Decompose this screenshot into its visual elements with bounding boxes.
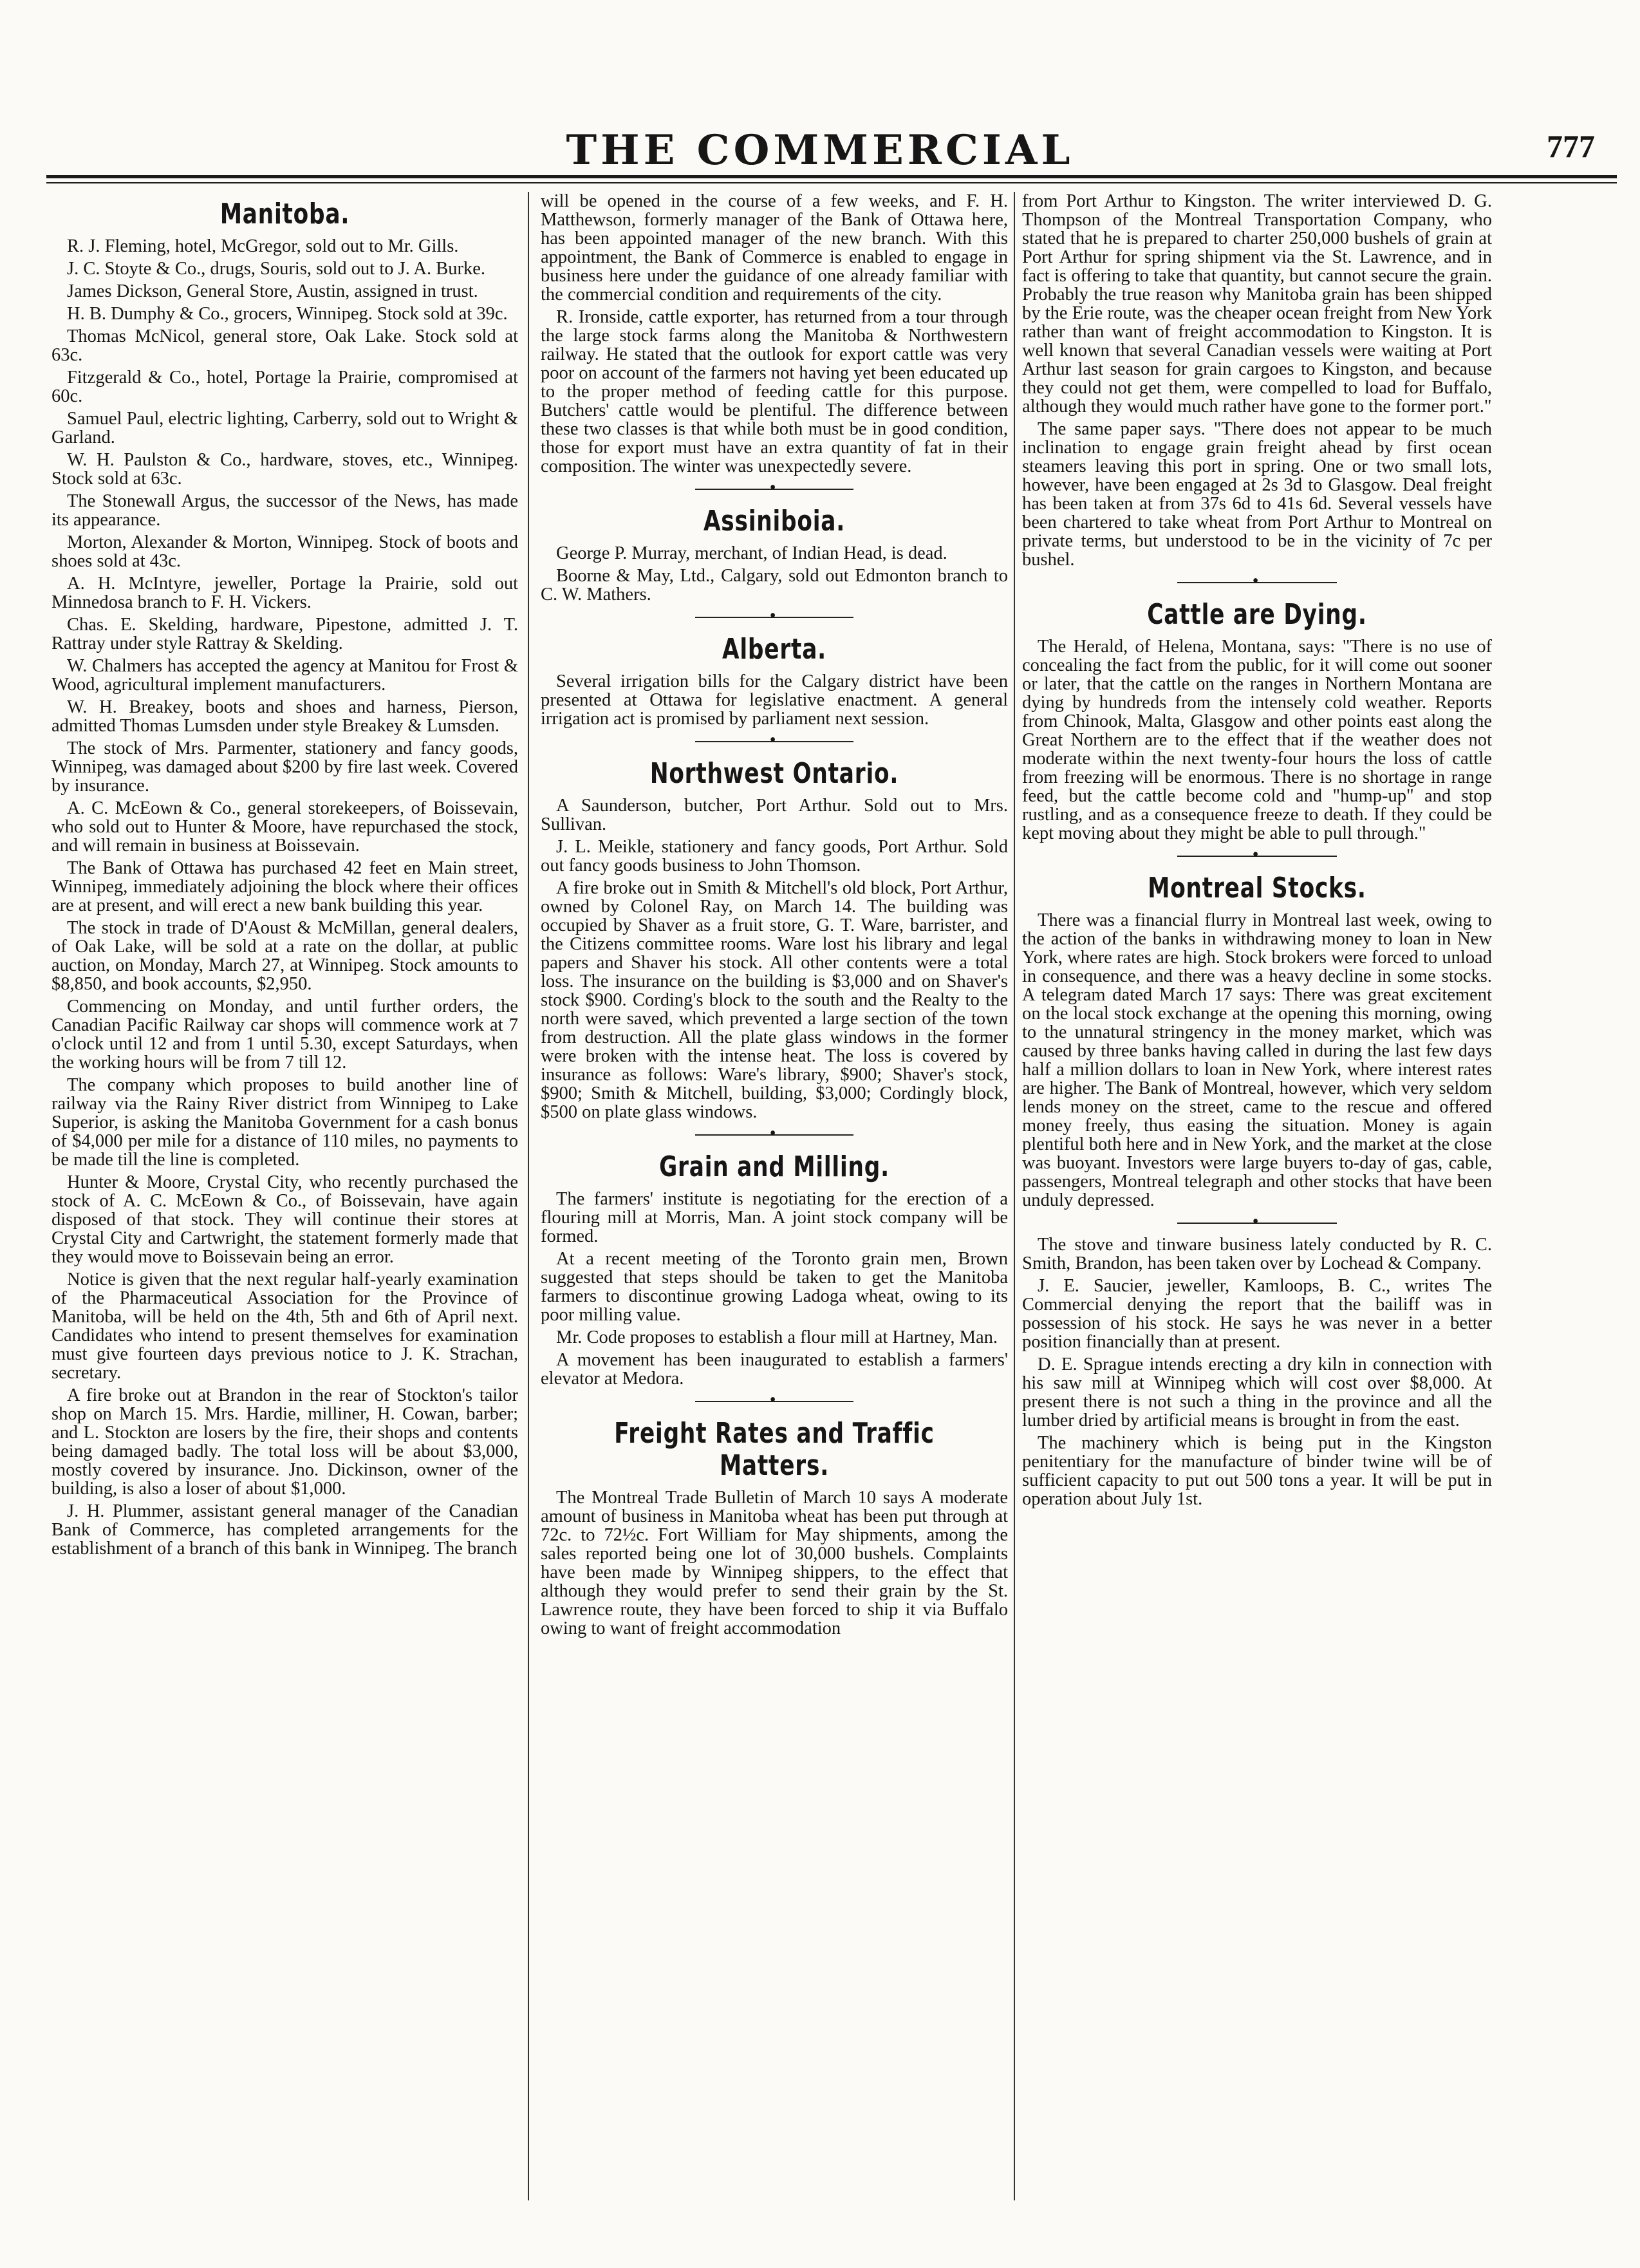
news-item: A. H. McIntyre, jeweller, Portage la Prairie, sold out Minnedosa branch to F. H. Vickers. xyxy=(51,574,518,612)
news-item: J. L. Meikle, stationery and fancy goods, Port Arthur. Sold out fancy goods business to John Thomson. xyxy=(541,837,1008,876)
news-item: The Montreal Trade Bulletin of March 10 says A moderate amount of business in Manitoba wheat has been put through at 72c. to 72½c. Fort William for May shipments, among the sales reported being one lot of 30,000 bushels. Complaints have been made by Winnipeg shippers, to the effect that although they would prefer to send their grain by the St. Lawrence route, they have been forced to ship it via Buffalo owing to want of freight accommodation xyxy=(541,1488,1008,1638)
news-item: W. H. Breakey, boots and shoes and harness, Pierson, admitted Thomas Lumsden under style Breakey & Lumsden. xyxy=(51,697,518,736)
news-item: The stock in trade of D'Aoust & McMillan, general dealers, of Oak Lake, will be sold at a rate on the dollar, at public auction, on Monday, March 27, at Winnipeg. Stock amounts to $8,850, and book accounts, $2,950. xyxy=(51,918,518,994)
news-item: will be opened in the course of a few weeks, and F. H. Matthewson, formerly manager of the Bank of Ottawa here, has been appointed manager of the new branch. With this appointment, the Bank of Commerce is enabled to engage in business here under the guidance of one already familiar with the commercial condition and requirements of the city. xyxy=(541,192,1008,305)
section-heading-montreal-stocks: Montreal Stocks. xyxy=(1148,872,1366,904)
news-item: A Saunderson, butcher, Port Arthur. Sold out to Mrs. Sullivan. xyxy=(541,796,1008,834)
section-heading-alberta: Alberta. xyxy=(722,633,826,666)
news-item: The Herald, of Helena, Montana, says: "There is no use of concealing the fact from the public, for it will come out sooner or later, that the cattle on the ranges in Northern Montana are dying by hundreds from the intensely cold weather. Reports from Chinook, Malta, Glasgow and other points east along the Great Northern are to the effect that if the weather does not moderate within the next twenty-four hours the loss of cattle from freezing will be enormous. There is no shortage in range feed, but the cattle become cold and "hump-up" and stop rustling, and as a consequence freeze to death. If they could be kept moving about they might be able to pull through." xyxy=(1022,637,1492,843)
news-item: Several irrigation bills for the Calgary district have been presented at Ottawa for legislative enactment. A general irrigation act is promised by parliament next session. xyxy=(541,671,1008,729)
header-rule-thin xyxy=(46,182,1617,183)
news-item: A movement has been inaugurated to establish a farmers' elevator at Medora. xyxy=(541,1350,1008,1389)
news-item: James Dickson, General Store, Austin, assigned in trust. xyxy=(67,281,478,301)
page-number: 777 xyxy=(1547,128,1595,164)
section-heading-manitoba: Manitoba. xyxy=(219,198,350,230)
news-item: The company which proposes to build another line of railway via the Rainy River district from Winnipeg to Lake Superior, is asking the Manitoba Government for a cash bonus of $4,000 per mile for a distance of 110 miles, no payments to be made till the line is completed. xyxy=(51,1075,518,1170)
section-heading-cattle-dying: Cattle are Dying. xyxy=(1147,598,1367,631)
section-separator xyxy=(1022,573,1492,592)
news-item: J. C. Stoyte & Co., drugs, Souris, sold out to J. A. Burke. xyxy=(67,259,486,279)
news-item: A fire broke out in Smith & Mitchell's old block, Port Arthur, owned by Colonel Ray, on March 14. The building was occupied by Shaver as a fruit store, G. T. Ware, barrister, and the Citizens committee rooms. Ware lost his library and legal papers and Shaver his stock. All other contents were a total loss. The insurance on the building is $3,000 and on Shaver's stock $900. Cording's block to the south and the Realty to the north were saved, which prevented a large section of the town from destruction. All the plate glass windows in the former were broken with the intense heat. The loss is covered by insurance as follows: Ware's library, $900; Shaver's stock, $900; Smith & Mitchell, building, $3,000; Cordingly block, $500 on plate glass windows. xyxy=(541,878,1008,1122)
news-item: R. Ironside, cattle exporter, has returned from a tour through the large stock farms along the Manitoba & Northwestern railway. He stated that the outlook for export cattle was very poor on account of the farmers not having yet been educated up to the proper method of feeding cattle for this purpose. Butchers' cattle would be plentiful. The difference between these two classes is that while both must be in good condition, those for export must have an extra quantity of fat in their composition. The winter was unexpectedly severe. xyxy=(541,307,1008,476)
news-item: Mr. Code proposes to establish a flour mill at Hartney, Man. xyxy=(556,1327,998,1347)
section-separator xyxy=(541,1392,1008,1411)
column-3 xyxy=(1022,192,1492,2213)
news-item: J. H. Plummer, assistant general manager of the Canadian Bank of Commerce, has completed arrangements for the establishment of a branch of this bank in Winnipeg. The branch xyxy=(51,1501,518,1559)
news-item: Chas. E. Skelding, hardware, Pipestone, admitted J. T. Rattray under style Rattray & Skelding. xyxy=(51,615,518,653)
news-item: Thomas McNicol, general store, Oak Lake. Stock sold at 63c. xyxy=(51,326,518,365)
news-item: W. Chalmers has accepted the agency at Manitou for Frost & Wood, agricultural implement manufacturers. xyxy=(51,656,518,695)
news-item: There was a financial flurry in Montreal last week, owing to the action of the banks in withdrawing money to loan in New York, where rates are high. Stock brokers were forced to unload in consequence, and there was a heavy decline in some stocks. A telegram dated March 17 says: There was great excitement on the local stock exchange at the opening this morning, owing to the unnatural stringency in the money market, which was caused by three banks having called in during the last few days half a million dollars to loan in New York, where interest rates are higher. The Bank of Montreal, however, which very seldom lends money on the street, came to the rescue and offered money freely, thus easing the situation. Money is again plentiful both here and in New York, and the market at the close was buoyant. Investors were large buyers to-day of gas, cable, passengers, Montreal telegraph and other stocks that have been unduly depressed. xyxy=(1022,910,1492,1210)
column-2 xyxy=(541,192,1008,2213)
section-heading-grain-milling: Grain and Milling. xyxy=(659,1150,890,1183)
section-separator xyxy=(541,1125,1008,1145)
section-heading-freight-rates: Freight Rates and Traffic Matters. xyxy=(614,1417,935,1482)
news-item: The farmers' institute is negotiating for the erection of a flouring mill at Morris, Man. A joint stock company will be formed. xyxy=(541,1189,1008,1246)
news-item: The Stonewall Argus, the successor of the News, has made its appearance. xyxy=(51,491,518,530)
news-item: Boorne & May, Ltd., Calgary, sold out Edmonton branch to C. W. Mathers. xyxy=(541,566,1008,604)
section-heading-assiniboia: Assiniboia. xyxy=(703,505,846,538)
section-separator xyxy=(541,480,1008,499)
section-separator xyxy=(541,732,1008,751)
column-divider xyxy=(528,192,529,2200)
news-item: The Bank of Ottawa has purchased 42 feet en Main street, Winnipeg, immediately adjoining the block where their offices are at present, and will erect a new bank building this year. xyxy=(51,858,518,915)
news-item: J. E. Saucier, jeweller, Kamloops, B. C., writes The Commercial denying the report that the bailiff was in possession of his stock. He says he was never in a better position financially than at present. xyxy=(1022,1276,1492,1352)
news-item: George P. Murray, merchant, of Indian Head, is dead. xyxy=(556,543,947,563)
news-item: The stock of Mrs. Parmenter, stationery and fancy goods, Winnipeg, was damaged about $200 by fire last week. Covered by insurance. xyxy=(51,738,518,796)
news-item: R. J. Fleming, hotel, McGregor, sold out to Mr. Gills. xyxy=(67,236,459,256)
news-item: D. E. Sprague intends erecting a dry kiln in connection with his saw mill at Winnipeg which will cost over $8,000. At present there is not such a thing in the province and all the lumber dried by artificial means is brought in from the east. xyxy=(1022,1354,1492,1430)
news-item: from Port Arthur to Kingston. The writer interviewed D. G. Thompson of the Montreal Transportation Company, who stated that he is prepared to charter 250,000 bushels of grain at Port Arthur for spring shipment via the St. Lawrence, and in fact is offering to take that quantity, but cannot secure the grain. Probably the true reason why Manitoba grain has been shipped by the Erie route, was the cheaper ocean freight from New York rather than want of freight accommodation to Kingston. It is well known that several Canadian vessels were waiting at Port Arthur last season for grain cargoes to Kingston, and because they could not get them, were compelled to load for Buffalo, although they would much rather have gone to the former port." xyxy=(1022,192,1492,417)
news-item: Hunter & Moore, Crystal City, who recently purchased the stock of A. C. McEown & Co., of Boissevain, have again disposed of that stock. They will continue their stores at Crystal City and Cartwright, the statement formerly made that they would move to Boissevain being an error. xyxy=(51,1172,518,1267)
news-item: Fitzgerald & Co., hotel, Portage la Prairie, compromised at 60c. xyxy=(51,368,518,406)
news-item: Notice is given that the next regular half-yearly examination of the Pharmaceutical Association for the Province of Manitoba, will be held on the 4th, 5th and 6th of April next. Candidates who intend to present themselves for examination must give fourteen days previous notice to J. K. Strachan, secretary. xyxy=(51,1270,518,1383)
news-item: Commencing on Monday, and until further orders, the Canadian Pacific Railway car shops will commence work at 7 o'clock until 12 and from 1 until 5.30, except Saturdays, when the working hours will be from 7 till 12. xyxy=(51,997,518,1073)
news-item: A fire broke out at Brandon in the rear of Stockton's tailor shop on March 15. Mrs. Hardie, milliner, H. Cowan, barber; and L. Stockton are losers by the fire, their shops and contents being damaged badly. The total loss will be about $3,000, mostly covered by insurance. Jno. Dickinson, owner of the building, is also a loser of about $1,000. xyxy=(51,1385,518,1499)
column-1 xyxy=(51,192,518,2213)
news-item: At a recent meeting of the Toronto grain men, Brown suggested that steps should be taken to get the Manitoba farmers to discontinue growing Ladoga wheat, owing to its poor milling value. xyxy=(541,1249,1008,1325)
section-separator xyxy=(1022,1214,1492,1233)
header-rule xyxy=(46,175,1617,178)
news-item: H. B. Dumphy & Co., grocers, Winnipeg. Stock sold at 39c. xyxy=(67,304,508,324)
news-item: W. H. Paulston & Co., hardware, stoves, etc., Winnipeg. Stock sold at 63c. xyxy=(51,450,518,489)
masthead xyxy=(0,126,1640,174)
news-item: The stove and tinware business lately conducted by R. C. Smith, Brandon, has been taken over by Lochead & Company. xyxy=(1022,1235,1492,1273)
news-item: Samuel Paul, electric lighting, Carberry, sold out to Wright & Garland. xyxy=(51,409,518,447)
section-separator xyxy=(541,608,1008,627)
publication-title: THE COMMERCIAL xyxy=(566,126,1074,174)
section-heading-northwest-ontario: Northwest Ontario. xyxy=(649,757,899,790)
column-divider xyxy=(1014,192,1015,2200)
news-item: A. C. McEown & Co., general storekeepers, of Boissevain, who sold out to Hunter & Moore, have repurchased the stock, and will remain in business at Boissevain. xyxy=(51,798,518,856)
news-item: The same paper says. "There does not appear to be much inclination to engage grain freight ahead by first ocean steamers leaving this port in spring. One or two small lots, however, have been engaged at 2s 3d to Glasgow. Deal freight has been taken at from 37s 6d to 41s 6d. Several vessels have been chartered to take wheat from Port Arthur to Montreal on private terms, but understood to be in the vicinity of 7c per bushel. xyxy=(1022,419,1492,570)
news-item: The machinery which is being put in the Kingston penitentiary for the manufacture of binder twine will be of sufficient capacity to put out 500 tons a year. It will be put in operation about July 1st. xyxy=(1022,1433,1492,1509)
section-separator xyxy=(1022,847,1492,866)
news-item: Morton, Alexander & Morton, Winnipeg. Stock of boots and shoes sold at 43c. xyxy=(51,532,518,571)
